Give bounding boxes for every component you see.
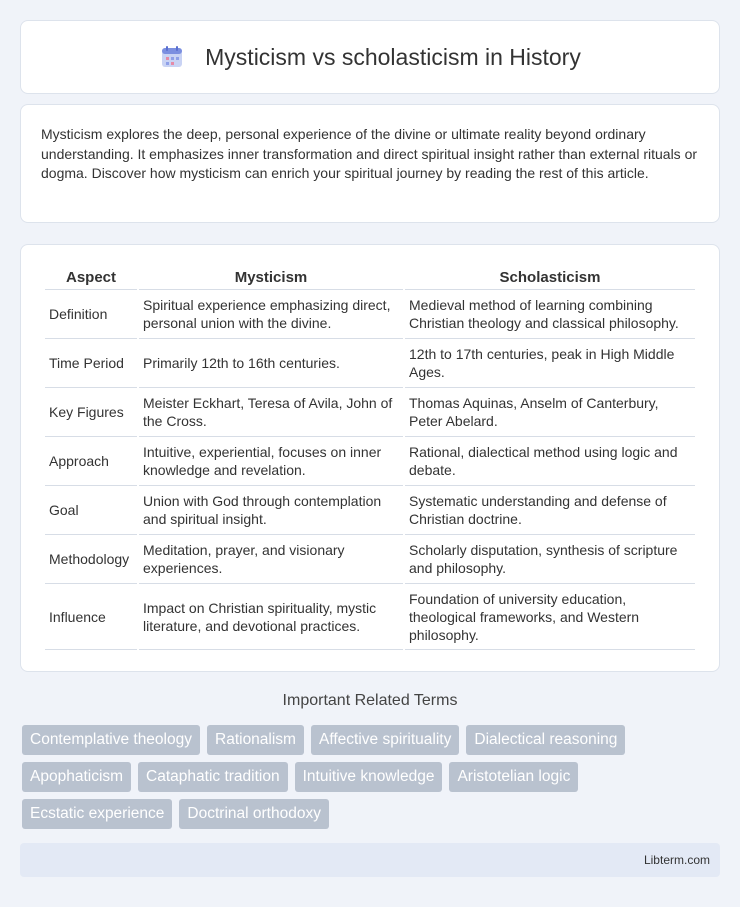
intro-card [20, 104, 720, 223]
scholasticism-cell: 12th to 17th centuries, peak in High Middle Ages. [405, 339, 695, 388]
mysticism-cell: Meister Eckhart, Teresa of Avila, John of the Cross. [139, 388, 403, 437]
term-tag[interactable]: Ecstatic experience [22, 799, 172, 829]
mysticism-cell: Union with God through contemplation and spiritual insight. [139, 486, 403, 535]
aspect-cell: Approach [45, 437, 137, 486]
table-row [45, 535, 695, 584]
aspect-cell: Definition [45, 290, 137, 339]
scholasticism-cell: Scholarly disputation, synthesis of scripture and philosophy. [405, 535, 695, 584]
aspect-cell: Methodology [45, 535, 137, 584]
term-tag[interactable]: Apophaticism [22, 762, 131, 792]
footer-site-link[interactable]: Libterm.com [643, 853, 710, 867]
term-tag[interactable]: Affective spirituality [311, 725, 459, 755]
table-row [45, 388, 695, 437]
mysticism-cell: Intuitive, experiential, focuses on inner knowledge and revelation. [139, 437, 403, 486]
mysticism-cell: Primarily 12th to 16th centuries. [139, 339, 403, 388]
table-row [45, 584, 695, 650]
scholasticism-cell: Medieval method of learning combining Christian theology and classical philosophy. [405, 290, 695, 339]
comparison-card [20, 244, 720, 672]
table-row [45, 339, 695, 388]
scholasticism-cell: Foundation of university education, theological frameworks, and Western philosophy. [405, 584, 695, 650]
related-terms-list [22, 725, 722, 829]
mysticism-cell: Meditation, prayer, and visionary experiences. [139, 535, 403, 584]
calendar-icon [159, 44, 185, 70]
page-title: Mysticism vs scholasticism in History [205, 43, 581, 70]
scholasticism-cell: Rational, dialectical method using logic and debate. [405, 437, 695, 486]
aspect-cell: Time Period [45, 339, 137, 388]
footer [20, 843, 720, 877]
title-card [20, 20, 720, 94]
aspect-cell: Key Figures [45, 388, 137, 437]
column-header: Aspect [45, 265, 137, 290]
related-terms-title: Important Related Terms [282, 692, 458, 709]
aspect-cell: Goal [45, 486, 137, 535]
term-tag[interactable]: Dialectical reasoning [466, 725, 625, 755]
term-tag[interactable]: Doctrinal orthodoxy [179, 799, 329, 829]
intro-text: Mysticism explores the deep, personal experience of the divine or ultimate reality beyond ordinary understanding. It emphasizes inner transformation and direct spiritual insight rather than external rituals or dogma. Discover how mysticism can enrich your spiritual journey by reading the rest of this article. [41, 126, 698, 181]
term-tag[interactable]: Cataphatic tradition [138, 762, 288, 792]
table-row [45, 290, 695, 339]
mysticism-cell: Impact on Christian spirituality, mystic literature, and devotional practices. [139, 584, 403, 650]
term-tag[interactable]: Rationalism [207, 725, 304, 755]
term-tag[interactable]: Intuitive knowledge [295, 762, 443, 792]
table-row [45, 437, 695, 486]
aspect-cell: Influence [45, 584, 137, 650]
scholasticism-cell: Thomas Aquinas, Anselm of Canterbury, Peter Abelard. [405, 388, 695, 437]
column-header: Scholasticism [405, 265, 695, 290]
table-header-row [45, 265, 695, 290]
column-header: Mysticism [139, 265, 403, 290]
mysticism-cell: Spiritual experience emphasizing direct, personal union with the divine. [139, 290, 403, 339]
table-row [45, 486, 695, 535]
comparison-table [43, 265, 697, 650]
term-tag[interactable]: Contemplative theology [22, 725, 200, 755]
scholasticism-cell: Systematic understanding and defense of Christian doctrine. [405, 486, 695, 535]
term-tag[interactable]: Aristotelian logic [449, 762, 578, 792]
